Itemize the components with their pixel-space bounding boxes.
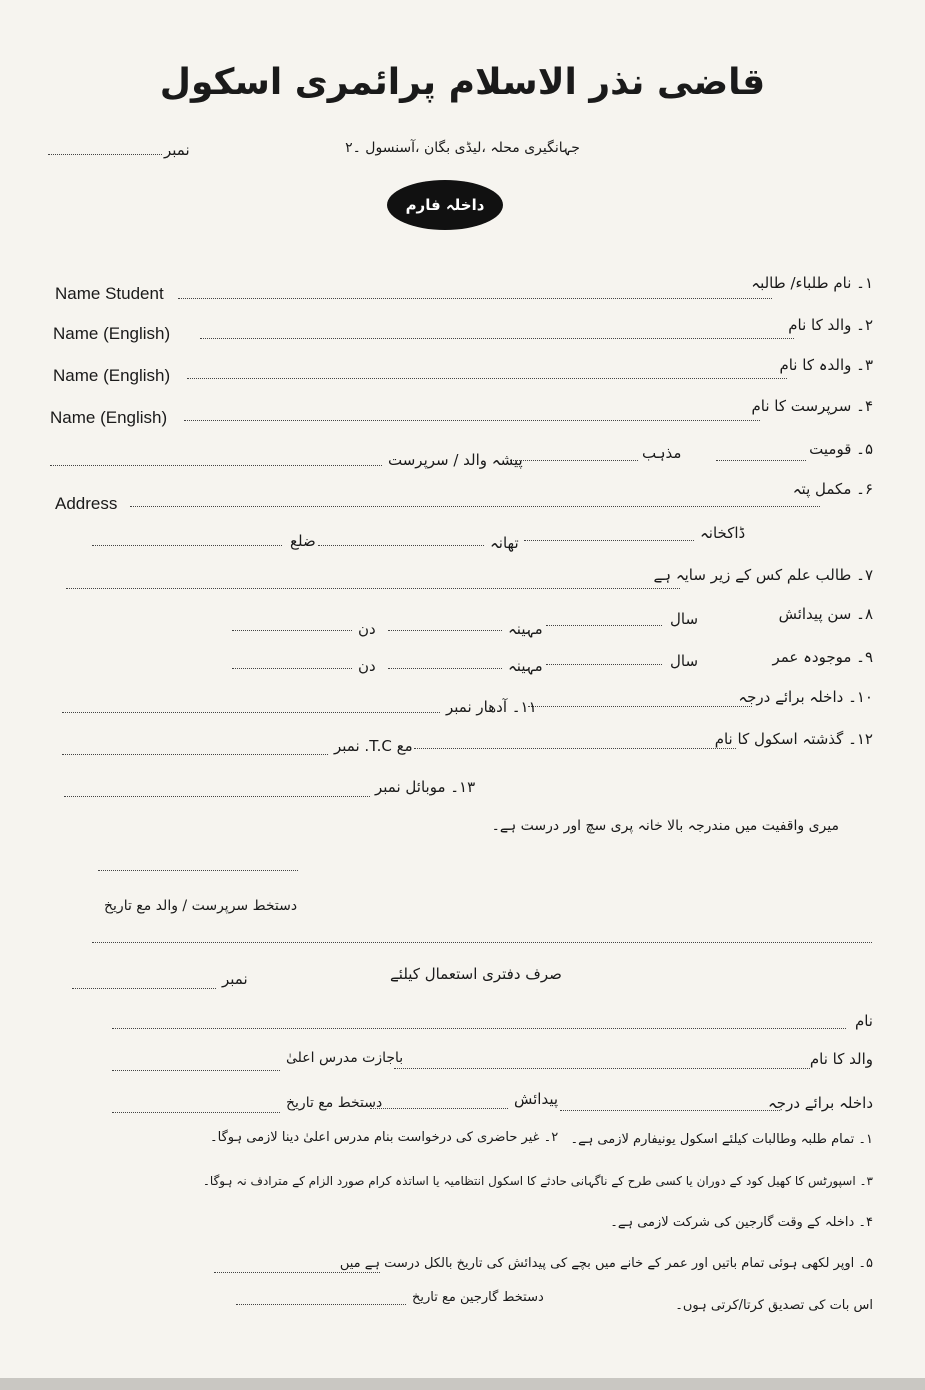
rule-3: ۳۔ اسپورٹس کا کھیل کود کے دوران یا کسی طرح کے ناگہانی حادثے کا اسکول انتظامیہ یا اساتذہ کرام صورد الزام کے مترادف نہ ہوگا۔ — [202, 1174, 873, 1188]
field-6-thana-label: تھانہ — [490, 534, 519, 552]
field-7-line[interactable] — [66, 588, 680, 589]
field-5-nationality-line[interactable] — [716, 460, 806, 461]
field-13-line[interactable] — [64, 796, 370, 797]
field-9-label: ۹۔ موجودہ عمر — [772, 648, 873, 666]
field-8-day-line[interactable] — [232, 630, 352, 631]
rule-5-name-line[interactable] — [214, 1272, 380, 1273]
field-1-english-label: Name Student — [55, 284, 164, 303]
office-sign-label: دستخط مع تاریخ — [286, 1095, 383, 1111]
field-9-month-label: مہینہ — [508, 657, 543, 675]
separator-dotted — [92, 942, 872, 943]
field-13-label: ۱۳۔ موبائل نمبر — [375, 778, 476, 796]
field-7-label: ۷۔ طالب علم کس کے زیر سایہ ہے — [653, 566, 873, 584]
rule-2: ۲۔ غیر حاضری کی درخواست بنام مدرس اعلیٰ دینا لازمی ہوگا۔ — [210, 1130, 559, 1145]
field-9-day-line[interactable] — [232, 668, 352, 669]
signature-line[interactable] — [98, 870, 298, 871]
field-1-label: ۱۔ نام طلباء/ طالبہ — [751, 274, 873, 292]
field-9-year-label: سال — [670, 652, 699, 670]
office-permission-line[interactable] — [112, 1070, 280, 1071]
field-5-label: ۵۔ قومیت — [809, 440, 873, 458]
field-11-line[interactable] — [62, 712, 440, 713]
field-6-thana-line[interactable] — [318, 545, 484, 546]
field-5-religion-line[interactable] — [510, 460, 638, 461]
field-12-label: ۱۲۔ گذشتہ اسکول کا نام — [714, 730, 873, 748]
field-4-english-label: Name (English) — [50, 408, 168, 427]
field-6-address-line[interactable] — [130, 506, 820, 507]
field-8-month-line[interactable] — [388, 630, 502, 631]
rule-5-continuation: اس بات کی تصدیق کرتا/کرتی ہوں۔ — [675, 1298, 873, 1313]
field-1-line[interactable] — [178, 298, 772, 299]
office-class-line[interactable] — [560, 1110, 780, 1111]
rule-5: ۵۔ اوپر لکھی ہوئی تمام باتیں اور عمر کے خانے میں بچے کی پیدائش کی تاریخ بالکل درست ہے میں — [339, 1256, 873, 1271]
field-10-line[interactable] — [528, 706, 752, 707]
school-name: قاضی نذر الاسلام پرائمری اسکول — [159, 62, 766, 103]
page-bottom-edge — [0, 1378, 925, 1390]
field-3-label: ۳۔ والدہ کا نام — [779, 356, 873, 374]
rule-4: ۴۔ داخلہ کے وقت گارجین کی شرکت لازمی ہے۔ — [610, 1215, 873, 1230]
field-6-post-label: ڈاکخانہ — [700, 524, 746, 542]
rule-1: ۱۔ تمام طلبہ وطالبات کیلئے اسکول یونیفارم لازمی ہے۔ — [570, 1132, 873, 1147]
field-6-district-line[interactable] — [92, 545, 282, 546]
number-label: نمبر — [164, 141, 190, 159]
office-name-line[interactable] — [112, 1028, 846, 1029]
office-number-label: نمبر — [222, 970, 248, 988]
field-2-english-label: Name (English) — [53, 324, 171, 343]
field-10-label: ۱۰۔ داخلہ برائے درجہ — [738, 688, 873, 706]
office-birth-label: پیدائش — [514, 1090, 559, 1108]
field-8-year-label: سال — [670, 610, 699, 628]
field-3-english-label: Name (English) — [53, 366, 171, 385]
office-sign-line[interactable] — [112, 1112, 280, 1113]
field-8-day-label: دن — [358, 620, 376, 638]
field-12-line[interactable] — [414, 748, 736, 749]
office-class-label: داخلہ برائے درجہ — [768, 1094, 873, 1112]
field-12-tc-line[interactable] — [62, 754, 328, 755]
field-5-religion-label: مذہب — [642, 444, 682, 462]
office-heading: صرف دفتری استعمال کیلئے — [390, 965, 562, 983]
field-9-month-line[interactable] — [388, 668, 502, 669]
field-6-district-label: ضلع — [290, 532, 316, 550]
office-permission-label: باجازت مدرس اعلیٰ — [286, 1050, 404, 1066]
field-4-label: ۴۔ سرپرست کا نام — [751, 397, 873, 415]
school-address: جہانگیری محلہ ،لیڈی بگان ،آسنسول ۔۲ — [345, 140, 580, 156]
field-2-label: ۲۔ والد کا نام — [788, 316, 873, 334]
field-6-english-label: Address — [55, 494, 118, 513]
field-9-day-label: دن — [358, 657, 376, 675]
number-line[interactable] — [48, 154, 162, 155]
field-4-line[interactable] — [184, 420, 760, 421]
field-6-post-line[interactable] — [524, 540, 694, 541]
office-father-line[interactable] — [394, 1068, 810, 1069]
field-9-year-line[interactable] — [546, 664, 662, 665]
guardian-sign-label: دستخط گارجین مع تاریخ — [412, 1290, 544, 1305]
office-father-label: والد کا نام — [809, 1050, 873, 1068]
field-8-year-line[interactable] — [546, 625, 662, 626]
field-5-occupation-label: پیشہ والد / سرپرست — [388, 451, 523, 469]
form-title-badge: داخلہ فارم — [387, 180, 503, 230]
field-11-label: ۱۱۔ آدھار نمبر — [446, 698, 537, 716]
field-8-month-label: مہینہ — [508, 620, 543, 638]
field-5-occupation-line[interactable] — [50, 465, 382, 466]
field-8-label: ۸۔ سن پیدائش — [778, 605, 873, 623]
office-number-line[interactable] — [72, 988, 216, 989]
field-6-label: ۶۔ مکمل پتہ — [792, 480, 873, 498]
office-birth-line[interactable] — [370, 1108, 508, 1109]
declaration-text: میری واقفیت میں مندرجہ بالا خانہ پری سچ اور درست ہے۔ — [491, 818, 839, 834]
signature-label: دستخط سرپرست / والد مع تاریخ — [104, 898, 298, 914]
field-12-tc-label: مع T.C. نمبر — [334, 737, 413, 755]
field-3-line[interactable] — [187, 378, 787, 379]
field-2-line[interactable] — [200, 338, 794, 339]
guardian-sign-line[interactable] — [236, 1304, 406, 1305]
office-name-label: نام — [854, 1012, 873, 1030]
